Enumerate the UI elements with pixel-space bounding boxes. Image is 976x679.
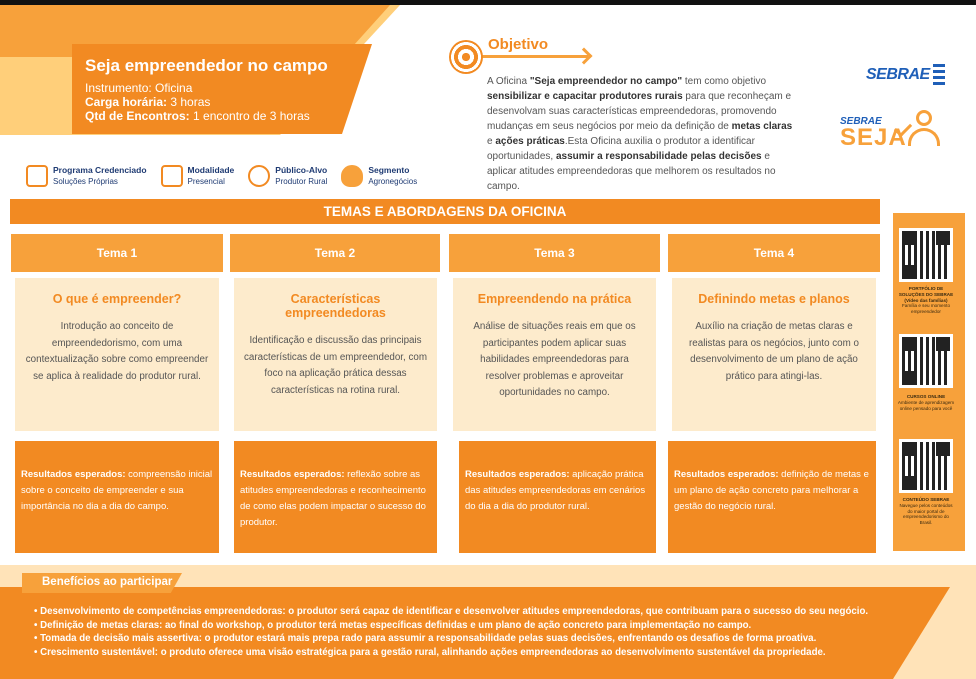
tema-title: Características empreendedoras [285,292,386,320]
qr-code-icon[interactable] [899,439,953,493]
seja-text: SEJA [840,124,907,151]
result-text: definição de metas e um plano de ação concreto para melhorar a gestão do negócio rural. [674,469,869,512]
qr-caption-text: Navegue pelos conteúdos do maior portal de empreendedorismo do Brasil. [899,502,953,526]
badge-title: Modalidade [187,165,235,175]
certificate-icon [26,165,48,187]
result-label: Resultados esperados: [674,469,779,480]
meetings-line [85,109,375,123]
result-text: aplicação prática das atitudes empreendedoras em cenários do dia a dia do produtor rural. [465,469,646,512]
text: tem como objetivo [682,76,767,87]
benefit-item: • Definição de metas claras: ao final do workshop, o produtor terá metas específicas definidas e um plano de ação concreto para implementação no campo. [34,619,868,633]
tema-3-header: Tema 3 [449,234,660,272]
tema-4-card [672,278,876,431]
tema-2-card [234,278,437,431]
badge-programa [26,165,147,187]
objective-text [487,74,795,194]
tema-2-header: Tema 2 [230,234,440,272]
tema-title: Empreendendo na prática [477,292,632,306]
badge-title: Público-Alvo [275,165,328,175]
badge-publico [248,165,327,187]
tema-4-header: Tema 4 [668,234,880,272]
benefit-item: • Crescimento sustentável: o produto oferece uma visão estratégica para a gestão rural, alinhando ações empreendedoras ao desenvolvimento sustentável da propriedade. [34,646,868,660]
meetings-label: Qtd de Encontros: [85,109,190,123]
person-board-icon [161,165,183,187]
tema-title: O que é empreender? [52,292,182,306]
header-text [85,56,375,123]
bold-text: assumir a responsabilidade pelas decisões [555,151,762,162]
meetings-value: 1 encontro de 3 horas [189,109,310,123]
instrument-line: Instrumento: Oficina [85,81,193,95]
top-border [0,0,976,5]
result-label: Resultados esperados: [465,469,570,480]
badge-sub: Agronegócios [368,177,418,186]
qr-caption-text: Ambiente de aprendizagem online pensado para você [897,399,955,411]
qr-code-icon[interactable] [899,228,953,282]
text: e [487,136,496,147]
sebrae-bars-icon [933,64,945,86]
tema-4-results [668,441,876,553]
section-title: TEMAS E ABORDAGENS DA OFICINA [10,199,880,224]
person-check-icon [898,108,944,148]
badge-sub: Presencial [187,177,225,186]
result-text: reflexão sobre as atitudes empreendedoras e reconhecimento de como elas podem impactar o sucesso do produtor. [240,469,426,528]
arrow-head-icon [576,48,593,65]
sebrae-wordmark: SEBRAE [866,66,930,83]
bold-text: "Seja empreendedor no campo" [529,76,683,87]
result-text: compreensão inicial sobre o conceito de empreender e sua importância no dia a dia do campo. [21,469,213,512]
badge-modalidade [161,165,235,187]
bold-text: ações práticas [495,136,565,147]
benefit-item: • Tomada de decisão mais assertiva: o produtor estará mais prepa rado para assumir a responsabilidade pelas suas decisões, enfrentando os desafios de forma proativa. [34,632,868,646]
text: e aplicar atitudes empreendedoras que melhorem os resultados no campo. [487,151,776,192]
qr-caption [897,497,955,526]
benefits-title: Benefícios ao participar [42,576,173,588]
info-badges [26,165,417,187]
benefit-item: • Desenvolvimento de competências empreendedoras: o produtor será capaz de identificar e desenvolver atitudes empreendedoras, que contribuam para o sucesso do seu negócio. [34,605,868,619]
tema-desc: Análise de situações reais em que os participantes podem aplicar suas habilidades empreendedoras para resolver problemas e aproveitar oportunidades no campo. [473,321,636,398]
bold-text: metas claras [731,121,793,132]
page-title: Seja empreendedor no campo [85,56,328,75]
workload-value: 3 horas [167,95,211,109]
qr-caption-text: Família e seu momento empreendedor [902,303,950,315]
badge-title: Programa Credenciado [53,165,147,175]
tema-desc: Introdução ao conceito de empreendedorismo, com uma contextualização sobre como empreender se aplica à realidade do produtor rural. [25,321,209,382]
benefits-list [34,605,868,659]
bold-text: sensibilizar e capacitar produtores rurais [487,91,683,102]
tema-1-header: Tema 1 [11,234,223,272]
qr-caption-bold: CURSOS ONLINE [906,394,946,399]
result-label: Resultados esperados: [240,469,345,480]
tema-3-card [453,278,656,431]
tema-desc: Identificação e discussão das principais características de um empreendedor, com foco na aplicação prática dessas características na rotina rural. [244,335,427,396]
qr-caption [897,286,955,315]
sebrae-logo [866,64,945,86]
badge-segmento [341,165,417,187]
qr-code-icon[interactable] [899,334,953,388]
text: A Oficina [487,76,530,87]
badge-title: Segmento [368,165,410,175]
tema-1-card [15,278,219,431]
tema-title: Definindo metas e planos [698,292,850,306]
workload-line [85,95,375,109]
tema-1-results [15,441,219,553]
workload-label: Carga horária: [85,95,168,109]
text: para que reconheçam e desenvolvam suas características empreendedoras, promovendo mudanças em seus negócios por meio da definição de [487,91,792,132]
arrow-line [470,55,588,58]
objective-title: Objetivo [488,36,549,53]
badge-sub: Produtor Rural [275,177,328,186]
qr-sidebar [893,213,965,551]
tema-3-results [459,441,656,553]
tema-desc: Auxílio na criação de metas claras e realistas para os negócios, junto com o desenvolvimento de um plano de ação prático para atingi-las. [689,321,859,382]
seja-sebrae-text: SEBRAE [840,116,882,127]
target-icon [449,40,483,74]
text: .Esta Oficina auxilia o produtor a identificar oportunidades, [487,136,755,162]
tema-2-results [234,441,437,553]
result-label: Resultados esperados: [21,469,126,480]
qr-caption-bold: PORTFÓLIO DE SOLUÇÕES DO SEBRAE (Vídeo das famílias) [898,286,954,303]
target-icon [248,165,270,187]
qr-caption [897,394,955,411]
badge-sub: Soluções Próprias [53,177,118,186]
qr-caption-bold: CONTEÚDO SEBRAE [902,497,950,502]
wheat-icon [341,165,363,187]
